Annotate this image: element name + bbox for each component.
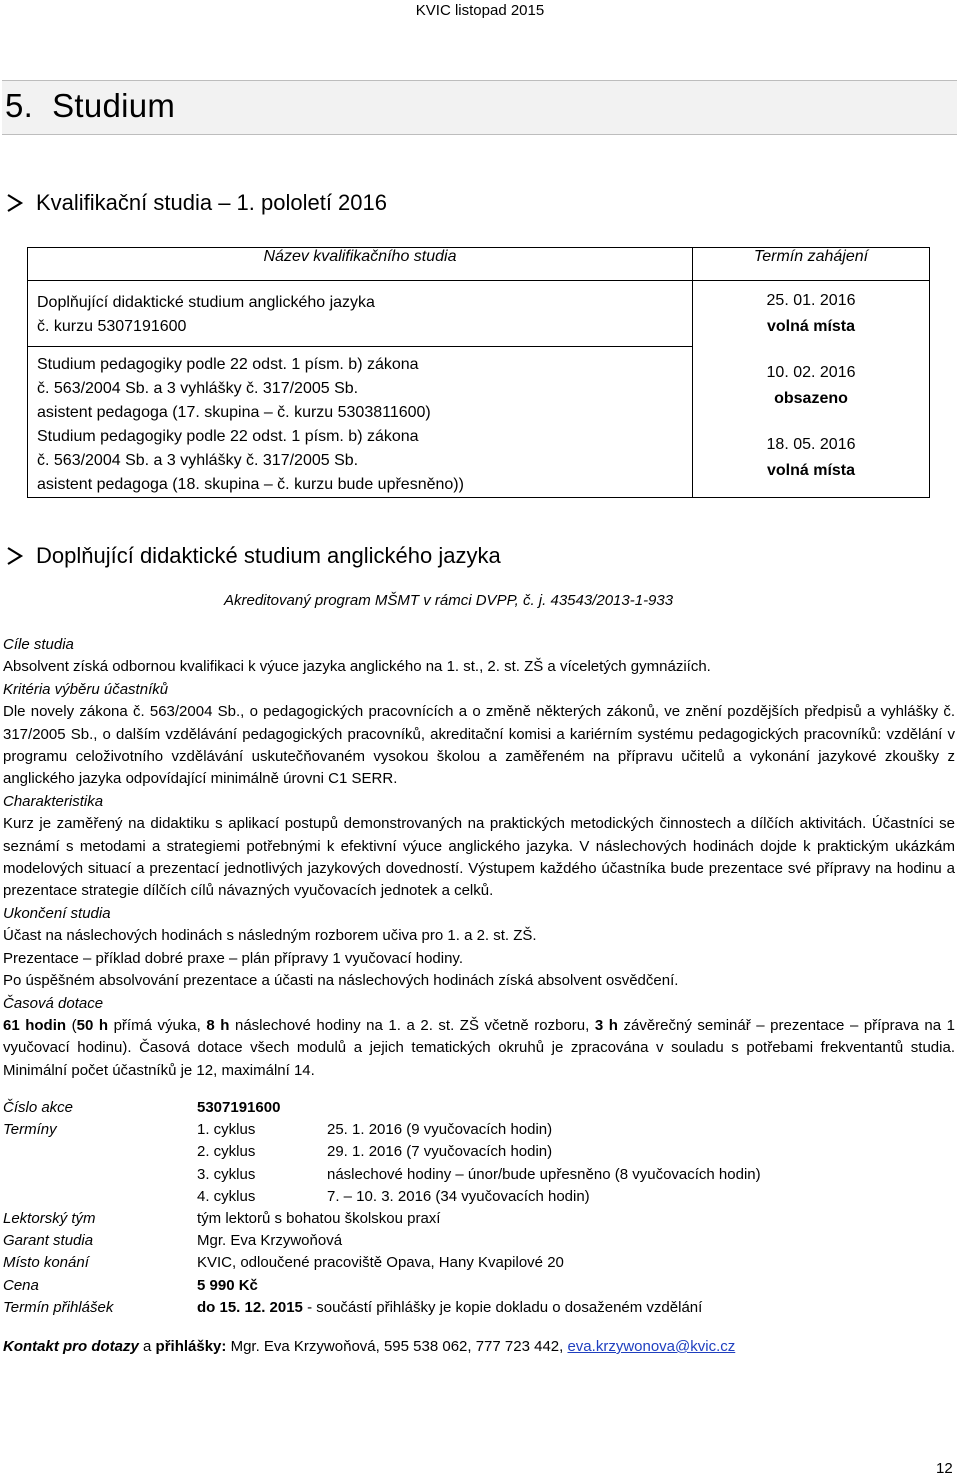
chapter-number: 5.: [5, 87, 34, 124]
study-name-line: Studium pedagogiky podle 22 odst. 1 písm. b) zákona: [37, 428, 419, 445]
accreditation-note: Akreditovaný program MŠMT v rámci DVPP, č. j. 43543/2013-1-933: [224, 592, 674, 609]
start-date: 18. 05. 2016: [766, 436, 856, 453]
availability-status: obsazeno: [774, 390, 848, 407]
characteristics-text: Kurz je zaměřený na didaktiku s aplikací postupů demonstrovaných na praktických metodických činnostech a dílčích aktivitách. Účastníci se seznámí s metodami a strategiemi potřebnými k efektivní výuce anglického jazyka. V náslechových hodinách dojde k praktickým ukázkám modelových situací a prezentací jednotlivých jazykových dovedností. Výstupem každého účastníka bude prezentace své přípravy na hodinu a prezentace strategie dílčích cílů návazných vyučovacích jednotek a celků.: [3, 815, 955, 900]
deadline-date: do 15. 12. 2015: [197, 1298, 303, 1316]
info-label: Číslo akce: [3, 1099, 74, 1116]
study-name-line: Studium pedagogiky podle 22 odst. 1 písm. b) zákona: [37, 356, 419, 373]
goals-text: Absolvent získá odbornou kvalifikaci k výuce jazyka anglického na 1. st., 2. st. ZŠ a víceletých gymnáziích.: [3, 658, 711, 676]
running-header: KVIC listopad 2015: [415, 2, 545, 19]
study-name-line: asistent pedagoga (17. skupina – č. kurzu 5303811600): [37, 404, 431, 421]
qualification-table: [27, 247, 930, 498]
study-dates-cell: [693, 281, 930, 498]
contact-label-mid: a: [138, 1338, 156, 1355]
criteria-text: Dle novely zákona č. 563/2004 Sb., o pedagogických pracovnících a o změně některých zákonů, ve znění pozdějších předpisů a vyhlášky č. 317/2005 Sb., o dalším vzdělávání pedagogických pracovníků, akreditační komisi a kariérním systému pedagogických pracovníků: vzdělání v programu celoživotního vzdělávání uskutečňovaném vysokou školou a zaměřeném na přípravu učitelů a vykonání jazykové zkoušky z anglického jazyka odpovídající minimálně úrovni C1 SERR.: [3, 703, 955, 788]
cycle-date: náslechové hodiny – únor/bude upřesněno (8 vyučovacích hodin): [327, 1165, 761, 1183]
study-name-line: Doplňující didaktické studium anglického jazyka: [37, 294, 375, 311]
lecturers-value: tým lektorů s bohatou školskou praxí: [197, 1210, 441, 1228]
study-names-cell: [28, 281, 693, 498]
study-description: [3, 634, 955, 1082]
info-label: Místo konání: [3, 1254, 89, 1272]
info-row-guarantor: [3, 1230, 953, 1252]
info-row-venue: [3, 1252, 953, 1274]
info-row-number: [3, 1097, 953, 1119]
arrow-bullet-icon: [4, 545, 26, 567]
direct-hours: 50 h: [76, 1016, 109, 1034]
info-label: Termín přihlášek: [3, 1298, 114, 1316]
label-characteristics: Charakteristika: [3, 792, 104, 810]
info-row-deadline: [3, 1297, 953, 1319]
chapter-title: [5, 87, 175, 125]
section-heading-english-study: [4, 543, 501, 569]
contact-label: Kontakt pro dotazy: [3, 1338, 139, 1355]
study-name-line: č. 563/2004 Sb. a 3 vyhlášky č. 317/2005 Sb.: [37, 452, 359, 469]
info-label: Cena: [3, 1276, 39, 1294]
section-title: Kvalifikační studia – 1. pololetí 2016: [36, 190, 388, 215]
guarantor-value: Mgr. Eva Krzywoňová: [197, 1232, 343, 1250]
text-part: náslechové hodiny na 1. a 2. st. ZŠ včetně rozboru,: [229, 1016, 595, 1034]
info-label: Garant studia: [3, 1232, 94, 1250]
info-row-cycle: [3, 1119, 953, 1141]
availability-status: volná místa: [766, 462, 856, 479]
chapter-name: Studium: [52, 87, 176, 124]
info-row-lecturers: [3, 1208, 953, 1230]
page-number: 12: [936, 1460, 953, 1477]
label-time-allocation: Časová dotace: [3, 994, 104, 1012]
deadline-value: [197, 1297, 702, 1319]
observation-hours: 8 h: [206, 1016, 230, 1034]
info-label: Termíny: [3, 1121, 57, 1139]
cycle-name: 2. cyklus: [197, 1143, 256, 1161]
study-name-line: asistent pedagoga (18. skupina – č. kurzu bude upřesněno)): [37, 476, 464, 493]
seminar-hours: 3 h: [594, 1016, 618, 1034]
arrow-bullet-icon: [4, 192, 26, 214]
text-part: závěrečný seminář – prezentace – příprava na 1 vyučovací hodinu). Časová dotace všech modulů a jejich tematických okruhů je zpracována v souladu s potřebami frekventantů studia. Minimální počet účastníků je 12, maximální 14.: [3, 1016, 955, 1079]
study-row-3: [37, 425, 684, 497]
deadline-note: - součástí přihlášky je kopie dokladu o dosaženém vzdělání: [302, 1298, 703, 1316]
study-row-2: [37, 353, 684, 425]
cycle-date: 7. – 10. 3. 2016 (34 vyučovacích hodin): [327, 1187, 590, 1205]
cycle-date: 25. 1. 2016 (9 vyučovacích hodin): [327, 1121, 553, 1139]
cycle-name: 3. cyklus: [197, 1165, 256, 1183]
section-title: Doplňující didaktické studium anglického jazyka: [36, 543, 501, 568]
start-date: 25. 01. 2016: [766, 292, 856, 309]
info-row-cycle: [3, 1186, 953, 1208]
label-goals: Cíle studia: [3, 636, 74, 653]
study-course-number: č. kurzu 5307191600: [37, 318, 187, 335]
info-row-price: [3, 1275, 953, 1297]
row-divider: [28, 346, 692, 347]
label-completion: Ukončení studia: [3, 904, 111, 922]
contact-line: [3, 1338, 735, 1355]
text-part: (: [66, 1016, 77, 1034]
course-info: [3, 1097, 953, 1319]
venue-value: KVIC, odloučené pracoviště Opava, Hany Kvapilové 20: [197, 1254, 564, 1272]
start-date: 10. 02. 2016: [766, 364, 856, 381]
completion-text-1: Účast na náslechových hodinách s následným rozborem učiva pro 1. a 2. st. ZŠ.: [3, 927, 537, 945]
contact-label-applications: přihlášky:: [155, 1338, 227, 1355]
completion-text-3: Po úspěšném absolvování prezentace a účasti na náslechových hodinách získá absolvent osvědčení.: [3, 972, 679, 990]
availability-status: volná místa: [766, 318, 856, 335]
price-value: 5 990 Kč: [197, 1276, 258, 1294]
col-header-date: Termín zahájení: [693, 248, 930, 281]
contact-text: Mgr. Eva Krzywoňová, 595 538 062, 777 723 442,: [226, 1338, 568, 1355]
cycle-name: 4. cyklus: [197, 1187, 256, 1205]
time-allocation-text: [3, 1015, 955, 1082]
col-header-name: Název kvalifikačního studia: [28, 248, 693, 281]
cycle-name: 1. cyklus: [197, 1121, 256, 1139]
info-label: Lektorský tým: [3, 1210, 96, 1228]
completion-text-2: Prezentace – příklad dobré praxe – plán přípravy 1 vyučovací hodiny.: [3, 949, 463, 967]
label-criteria: Kritéria výběru účastníků: [3, 680, 169, 698]
course-number: 5307191600: [197, 1099, 281, 1116]
cycle-date: 29. 1. 2016 (7 vyučovacích hodin): [327, 1143, 553, 1161]
text-part: přímá výuka,: [108, 1016, 207, 1034]
info-row-cycle: [3, 1164, 953, 1186]
study-row-1: [37, 291, 684, 339]
section-heading-qualification: [4, 190, 387, 216]
contact-email-link[interactable]: eva.krzywonova@kvic.cz: [567, 1338, 736, 1355]
study-name-line: č. 563/2004 Sb. a 3 vyhlášky č. 317/2005 Sb.: [37, 380, 359, 397]
info-row-cycle: [3, 1141, 953, 1163]
total-hours: 61 hodin: [3, 1016, 67, 1034]
